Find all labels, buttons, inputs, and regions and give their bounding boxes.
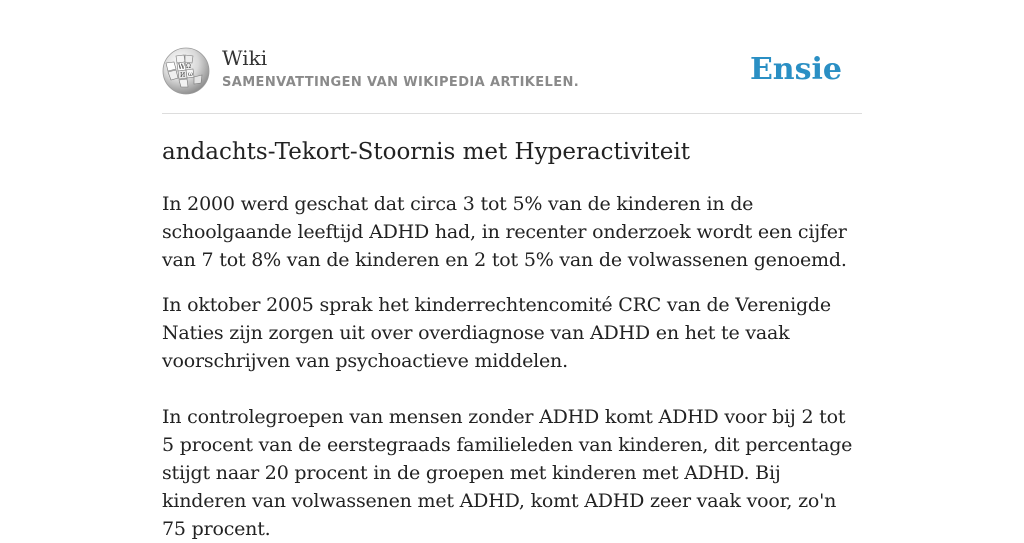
site-tagline: SAMENVATTINGEN VAN WIKIPEDIA ARTIKELEN. bbox=[222, 75, 580, 90]
wikipedia-globe-icon[interactable] bbox=[162, 47, 210, 95]
site-header bbox=[162, 44, 862, 114]
article-paragraph: In 2000 werd geschat dat circa 3 tot 5% van de kinderen in de schoolgaande leeftijd ADHD had, in recenter onderzoek wordt een cijfer van 7 tot 8% van de kinderen en 2 tot 5% van de volwassenen genoemd. bbox=[162, 193, 847, 271]
article bbox=[162, 137, 862, 543]
article-paragraph: In controlegroepen van mensen zonder ADHD komt ADHD voor bij 2 tot 5 procent van de eerstegraads familieleden van kinderen, dit percentage stijgt naar 20 procent in de groepen met kinderen met ADHD. Bij kinderen van volwassenen met ADHD, komt ADHD zeer vaak voor, zo'n 75 procent. bbox=[162, 406, 853, 540]
svg-text:Ω: Ω bbox=[186, 63, 191, 70]
article-paragraph: In oktober 2005 sprak het kinderrechtencomité CRC van de Verenigde Naties zijn zorgen uit over overdiagnose van ADHD en het te vaak voorschrijven van psychoactieve middelen. bbox=[162, 294, 831, 372]
site-name[interactable]: Wiki bbox=[222, 46, 268, 70]
svg-text:И: И bbox=[180, 72, 186, 79]
article-title: andachts-Tekort-Stoornis met Hyperactiviteit bbox=[162, 139, 690, 165]
header-divider bbox=[162, 113, 862, 114]
ensie-logo[interactable]: Ensie bbox=[749, 52, 842, 87]
svg-text:W: W bbox=[178, 63, 186, 71]
svg-text:ω: ω bbox=[188, 71, 193, 78]
